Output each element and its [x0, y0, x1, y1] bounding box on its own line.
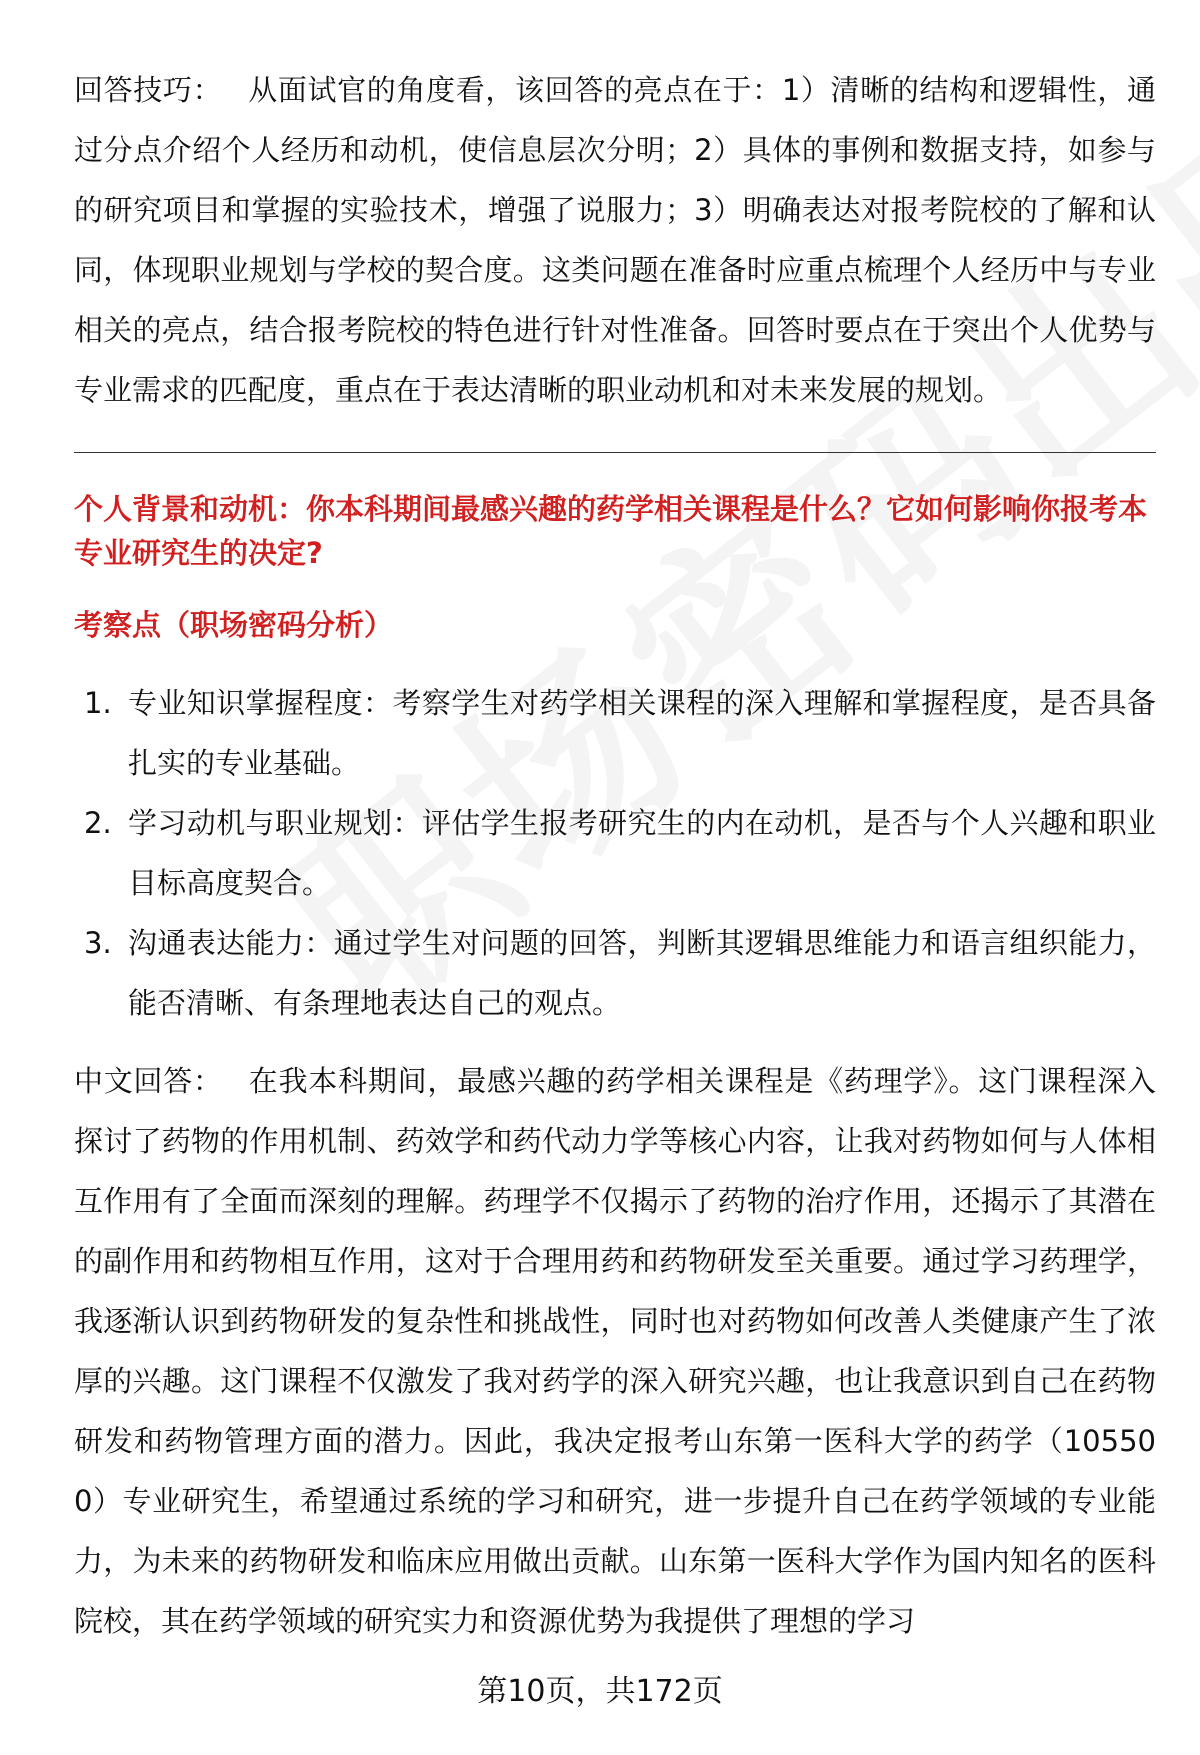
tip-paragraph [74, 60, 1156, 420]
list-item [74, 793, 1156, 913]
answer-paragraph [74, 1051, 1156, 1651]
list-item-number: 2. [84, 806, 112, 840]
list-item [74, 673, 1156, 793]
tip-text: 从面试官的角度看，该回答的亮点在于：1）清晰的结构和逻辑性，通过分点介绍个人经历和动机，使信息层次分明；2）具体的事例和数据支持，如参与的研究项目和掌握的实验技术，增强了说服力；3）明确表达对报考院校的了解和认同，体现职业规划与学校的契合度。这类问题在准备时应重点梳理个人经历中与专业相关的亮点，结合报考院校的特色进行针对性准备。回答时要点在于突出个人优势与专业需求的匹配度，重点在于表达清晰的职业动机和对未来发展的规划。 [74, 73, 1156, 407]
list-item-text: 学习动机与职业规划：评估学生报考研究生的内在动机，是否与个人兴趣和职业目标高度契合。 [128, 806, 1156, 900]
list-item-number: 1. [84, 686, 112, 720]
answer-text: 在我本科期间，最感兴趣的药学相关课程是《药理学》。这门课程深入探讨了药物的作用机制、药效学和药代动力学等核心内容，让我对药物如何与人体相互作用有了全面而深刻的理解。药理学不仅揭示了药物的治疗作用，还揭示了其潜在的副作用和药物相互作用，这对于合理用药和药物研发至关重要。通过学习药理学，我逐渐认识到药物研发的复杂性和挑战性，同时也对药物如何改善人类健康产生了浓厚的兴趣。这门课程不仅激发了我对药学的深入研究兴趣，也让我意识到自己在药物研发和药物管理方面的潜力。因此，我决定报考山东第一医科大学的药学（105500）专业研究生，希望通过系统的学习和研究，进一步提升自己在药学领域的专业能力，为未来的药物研发和临床应用做出贡献。山东第一医科大学作为国内知名的医科院校，其在药学领域的研究实力和资源优势为我提供了理想的学习 [74, 1064, 1156, 1638]
list-item-number: 3. [84, 926, 112, 960]
section-divider [74, 452, 1156, 453]
list-item-text: 沟通表达能力：通过学生对问题的回答，判断其逻辑思维能力和语言组织能力，能否清晰、有条理地表达自己的观点。 [128, 926, 1156, 1020]
answer-label: 中文回答： [74, 1064, 223, 1098]
focus-heading: 考察点（职场密码分析） [74, 608, 394, 642]
list-item-text: 专业知识掌握程度：考察学生对药学相关课程的深入理解和掌握程度，是否具备扎实的专业基础。 [128, 686, 1156, 780]
document-page [74, 60, 1156, 1651]
question-heading: 个人背景和动机：你本科期间最感兴趣的药学相关课程是什么？它如何影响你报考本专业研究生的决定? [74, 492, 1148, 570]
focus-points-list [74, 673, 1156, 1033]
list-item [74, 913, 1156, 1033]
tip-label: 回答技巧： [74, 73, 223, 107]
page-footer: 第10页，共172页 [477, 1674, 723, 1709]
